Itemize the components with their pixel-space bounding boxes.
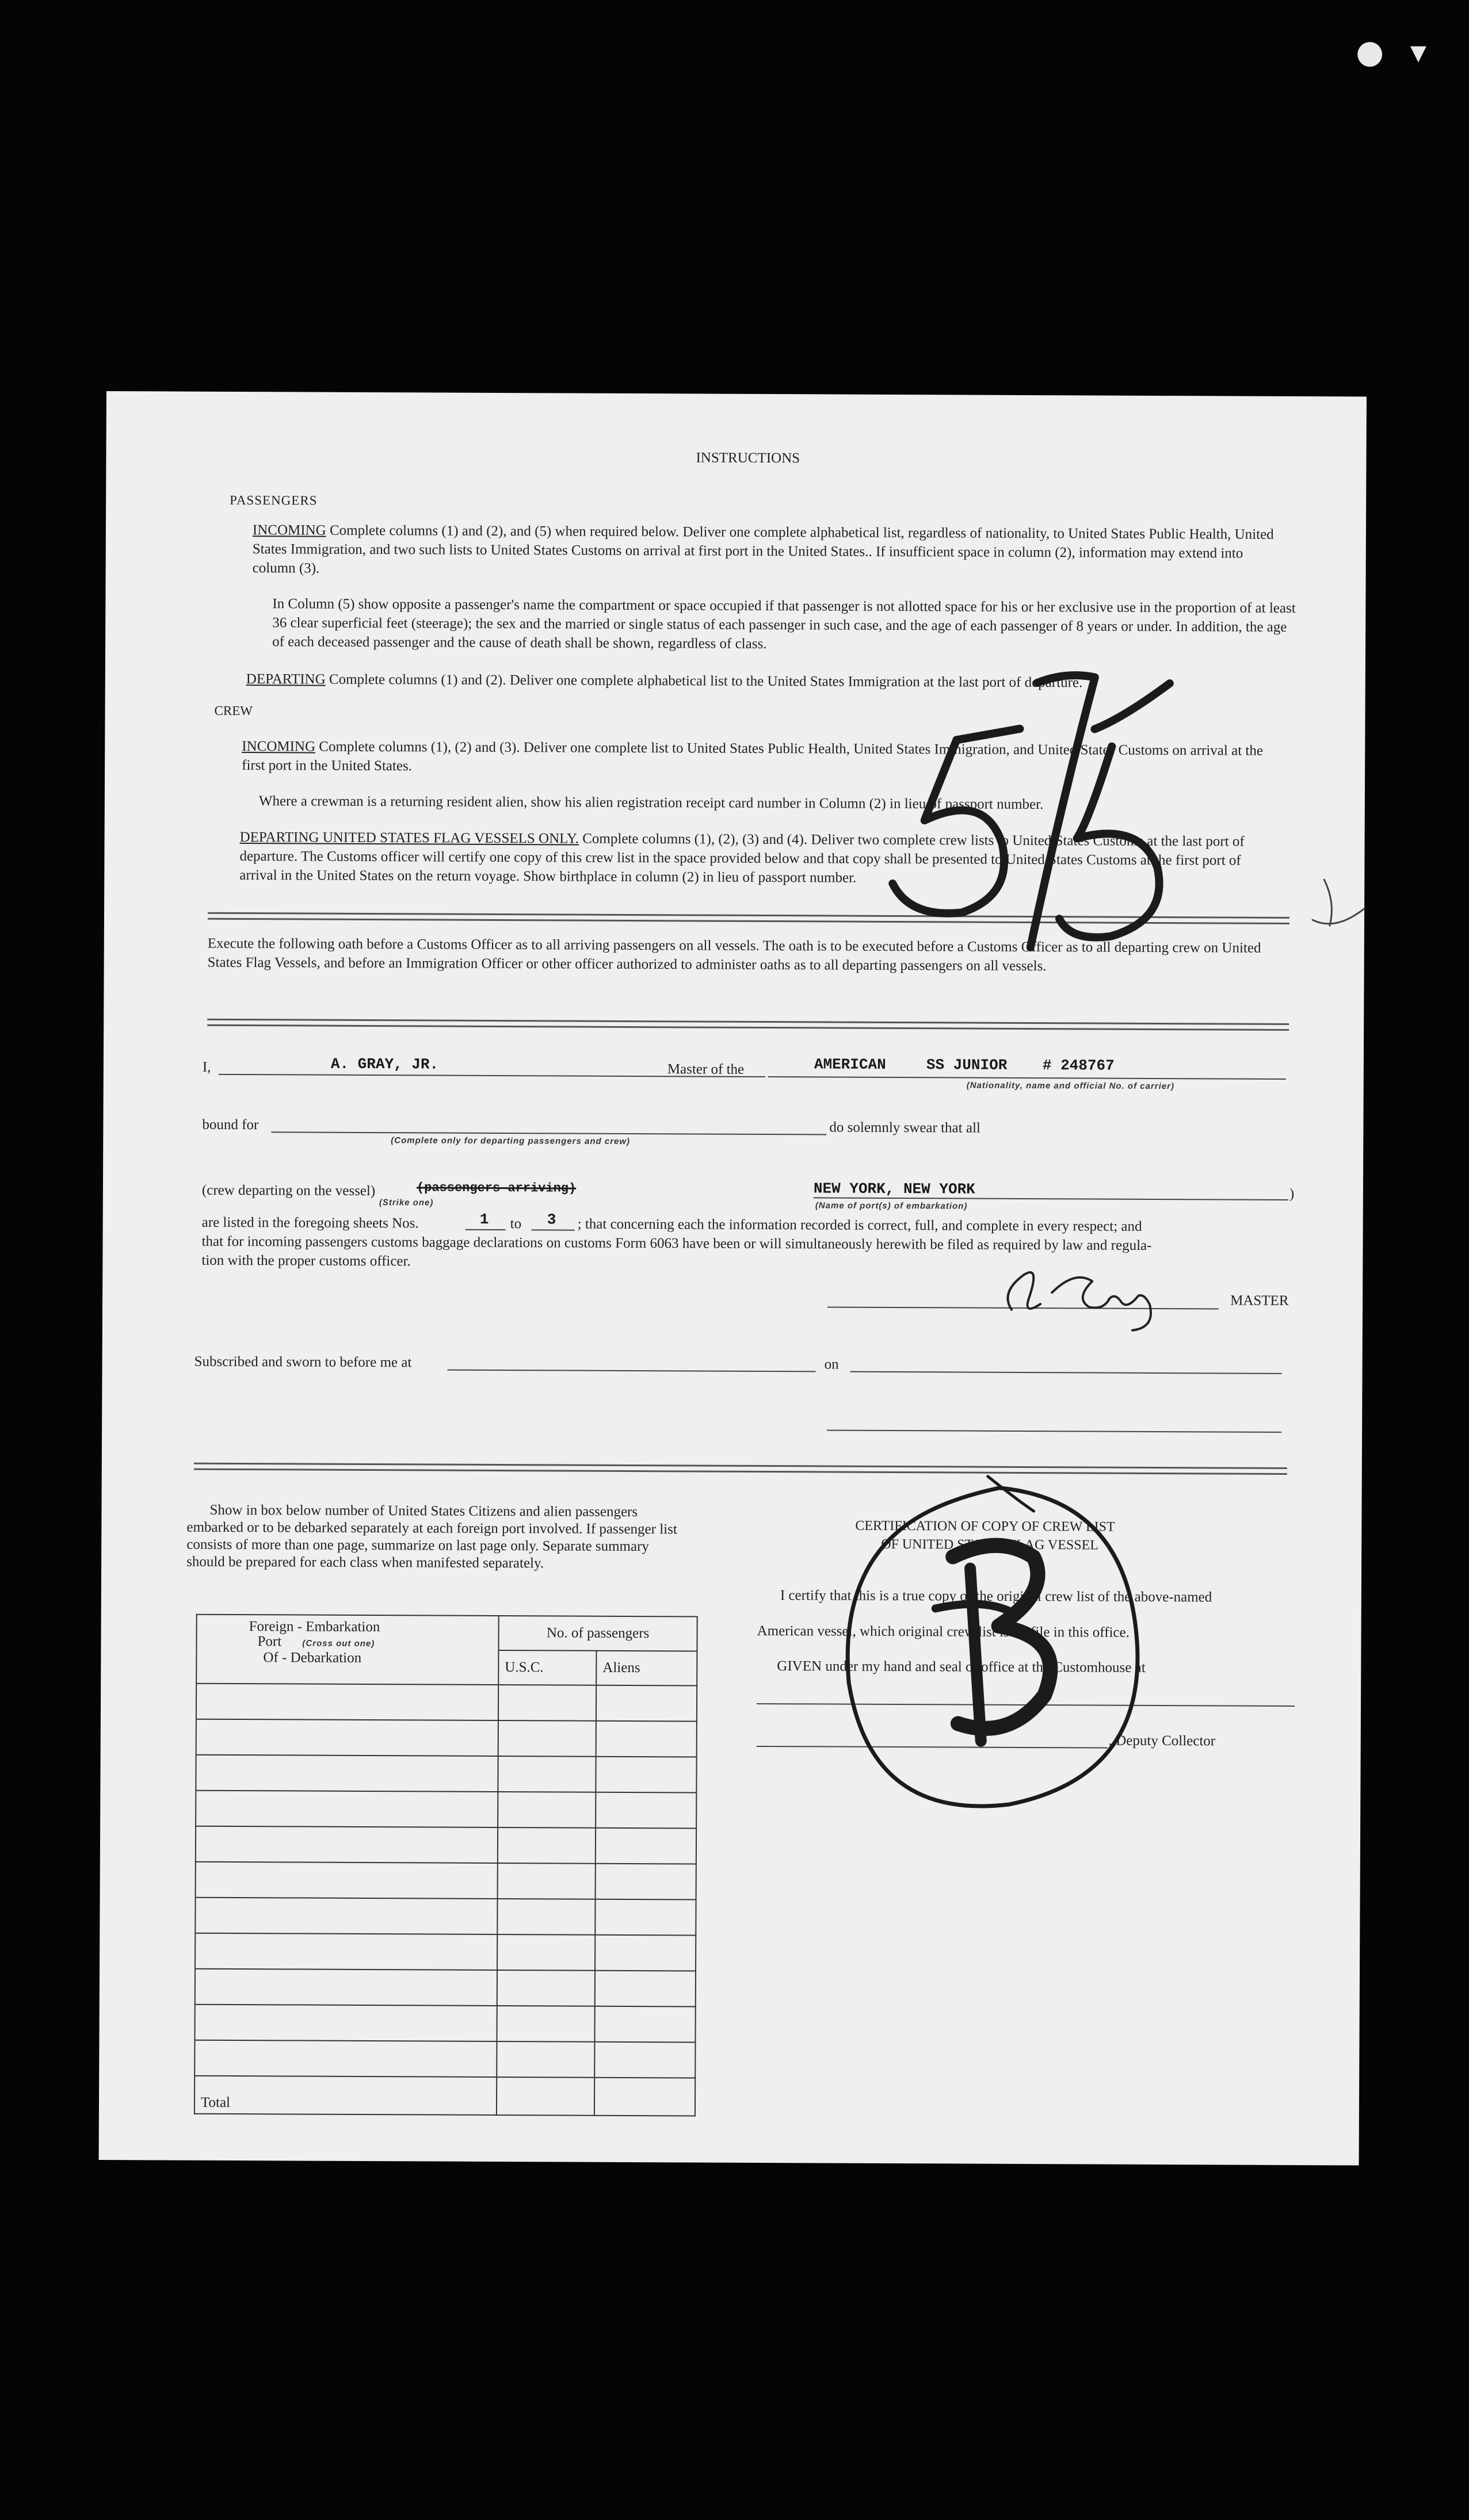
aliens-cell[interactable] xyxy=(596,1685,697,1722)
section-divider-2 xyxy=(207,1019,1289,1031)
master-name-value: A. GRAY, JR. xyxy=(330,1055,439,1073)
col-header-passengers: No. of passengers xyxy=(498,1616,697,1651)
aliens-cell[interactable] xyxy=(595,1935,696,1971)
passengers-column5-paragraph: In Column (5) show opposite a passenger's name the compartment or space occupied if that passenger is not allotted space for his or her exclusive use in the proportion of at least 36 clear superficial feet (steerage); the sex and the married or single status of each passenger in such case, and the age of each passenger of 8 years or under. In addition, the age of each deceased passenger and the cause of death shall be shown, regardless of class. xyxy=(272,596,1296,652)
corner-marks: ● ▾ xyxy=(1356,33,1434,71)
listed-line-2: that for incoming passengers customs baggage declarations on customs Form 6063 have been or will simultaneously herewith be filed as required by law and regula- xyxy=(201,1233,1152,1253)
aliens-cell[interactable] xyxy=(594,2006,695,2043)
col-header-usc: U.S.C. xyxy=(498,1650,596,1685)
port-cell[interactable] xyxy=(196,1862,498,1899)
col-port-line-3: Of - Debarkation xyxy=(263,1650,362,1666)
subscribed-place-field[interactable] xyxy=(448,1370,816,1372)
usc-cell[interactable] xyxy=(498,1792,596,1828)
listed-label: are listed in the foregoing sheets Nos. xyxy=(201,1214,419,1232)
close-paren: ) xyxy=(1289,1186,1295,1202)
table-row xyxy=(195,1933,696,1971)
crew-departing-label: DEPARTING UNITED STATES FLAG VESSELS ONLY. xyxy=(239,829,579,847)
port-cell[interactable] xyxy=(194,2005,497,2041)
summary-instructions: Show in box below number of United States Citizens and alien passengers embarked or to be debarked separately at each foreign port involved. If passenger list consists of more than one page, summarize on last page only. Separate summary should be prepared for each class when manifested separately. xyxy=(186,1502,677,1571)
sheet-from-value: 1 xyxy=(479,1210,489,1228)
aliens-cell[interactable] xyxy=(595,1899,696,1936)
aliens-cell[interactable] xyxy=(596,1757,696,1793)
margin-mark xyxy=(1301,868,1388,955)
port-cell[interactable] xyxy=(196,1826,498,1863)
col-port-caption: (Cross out one) xyxy=(302,1638,375,1649)
usc-cell[interactable] xyxy=(498,1827,596,1864)
port-cell[interactable] xyxy=(196,1791,498,1827)
certification-title-2: OF UNITED STATES FLAG VESSEL xyxy=(881,1536,1098,1553)
usc-cell[interactable] xyxy=(497,2006,594,2042)
table-row xyxy=(196,1791,696,1829)
swear-text: do solemnly swear that all xyxy=(829,1119,980,1136)
handwritten-sheet-number xyxy=(869,648,1193,994)
table-row xyxy=(196,1826,696,1864)
total-label: Total xyxy=(194,2076,497,2115)
port-cell[interactable] xyxy=(195,1898,497,1934)
to-label: to xyxy=(510,1216,522,1232)
sheet-to-field[interactable] xyxy=(532,1229,575,1230)
port-cell[interactable] xyxy=(196,1684,498,1720)
bound-for-field[interactable] xyxy=(271,1131,826,1135)
port-cell[interactable] xyxy=(195,1969,497,2006)
port-cell[interactable] xyxy=(195,1933,497,1970)
crew-incoming-text: Complete columns (1), (2) and (3). Deliver one complete list to United States Public Health, United States Immigration, and United States Customs on arrival at the first port in the United States. xyxy=(242,739,1264,774)
subscribed-label: Subscribed and sworn to before me at xyxy=(194,1353,412,1371)
port-cell[interactable] xyxy=(194,2040,497,2077)
col-header-port xyxy=(196,1615,499,1685)
table-row xyxy=(195,1898,696,1936)
usc-cell[interactable] xyxy=(498,1720,596,1757)
certification-text-2: American vessel, which original crew list is on file in this office. xyxy=(757,1623,1130,1641)
circled-mark xyxy=(825,1464,1161,1822)
certification-title-1: CERTIFICATION OF COPY OF CREW LIST xyxy=(855,1518,1115,1535)
subscribed-date-field[interactable] xyxy=(850,1371,1282,1374)
usc-cell[interactable] xyxy=(497,1934,595,1971)
crew-list-form-page xyxy=(99,391,1367,2166)
sheet-from-field[interactable] xyxy=(465,1229,506,1230)
strike-one-caption: (Strike one) xyxy=(379,1198,434,1208)
master-signature xyxy=(989,1258,1173,1333)
master-of-label: Master of the xyxy=(667,1061,745,1077)
on-label: on xyxy=(824,1356,839,1372)
crew-alien-paragraph: Where a crewman is a returning resident alien, show his alien registration receipt card number in Column (2) in lieu of passport number. xyxy=(258,793,1044,813)
col-port-port-word: Port xyxy=(257,1634,282,1650)
table-row xyxy=(196,1719,697,1757)
total-aliens-cell[interactable] xyxy=(594,2078,695,2116)
passenger-summary-table xyxy=(194,1614,698,2117)
total-usc-cell[interactable] xyxy=(497,2077,594,2116)
passengers-incoming-text: Complete columns (1) and (2), and (5) when required below. Deliver one complete alphabetical list, regardless of nationality, to United States Public Health, United States Immigration, and two such lists to United States Customs on arrival at first port in the United States.. If insufficient space in column (2), information may extend into column (3). xyxy=(252,522,1274,576)
usc-cell[interactable] xyxy=(497,1970,595,2006)
aliens-cell[interactable] xyxy=(596,1792,696,1829)
carrier-field[interactable] xyxy=(768,1076,1286,1080)
carrier-vessel-name-value: SS JUNIOR xyxy=(926,1056,1008,1074)
oath-i-label: I, xyxy=(202,1059,211,1075)
aliens-cell[interactable] xyxy=(596,1828,696,1864)
master-label: MASTER xyxy=(1230,1292,1289,1309)
port-embarkation-field[interactable] xyxy=(814,1197,1288,1200)
port-embarkation-caption: (Name of port(s) of embarkation) xyxy=(815,1200,968,1211)
bound-for-caption: (Complete only for departing passengers and crew) xyxy=(391,1135,631,1146)
sheet-to-value: 3 xyxy=(547,1211,556,1229)
deputy-collector-label: , Deputy Collector xyxy=(1108,1733,1216,1749)
aliens-cell[interactable] xyxy=(594,2042,695,2078)
oath-instructions: Execute the following oath before a Customs Officer as to all arriving passengers on all vessels. The oath is to be executed before a Customs Officer as to all departing crew on United States Flag Vessels, and before an Immigration Officer or other officer authorized to administer oaths as to all departing passengers on all vessels. xyxy=(207,935,1261,974)
crew-heading: CREW xyxy=(214,703,253,718)
crew-departing-label: (crew departing on the vessel) xyxy=(201,1182,376,1199)
struck-out-option: (passengers arriving) xyxy=(416,1180,577,1196)
passengers-departing-label: DEPARTING xyxy=(246,671,326,687)
passengers-departing-text: Complete columns (1) and (2). Deliver one complete alphabetical list to the United States Immigration at the last port of departure. xyxy=(329,671,1083,691)
crew-incoming-label: INCOMING xyxy=(242,739,316,755)
aliens-cell[interactable] xyxy=(596,1721,697,1757)
usc-cell[interactable] xyxy=(498,1863,596,1899)
listed-line-3: tion with the proper customs officer. xyxy=(201,1252,411,1269)
bound-for-label: bound for xyxy=(202,1116,259,1133)
table-row xyxy=(194,2005,695,2043)
table-row xyxy=(194,2040,695,2078)
aliens-cell[interactable] xyxy=(595,1971,696,2007)
usc-cell[interactable] xyxy=(497,2041,594,2078)
col-port-line-1: Foreign - Embarkation xyxy=(249,1619,380,1635)
official-signature-line[interactable] xyxy=(827,1429,1281,1432)
usc-cell[interactable] xyxy=(497,1899,595,1935)
table-row xyxy=(196,1862,696,1900)
total-row xyxy=(194,2076,695,2116)
port-embarkation-value: NEW YORK, NEW YORK xyxy=(813,1180,975,1198)
passengers-incoming-label: INCOMING xyxy=(252,522,326,538)
port-cell[interactable] xyxy=(196,1719,498,1756)
usc-cell[interactable] xyxy=(498,1756,596,1792)
table-row xyxy=(196,1755,696,1793)
crew-departing-text: Complete columns (1), (2), (3) and (4). Deliver two complete crew lists to United States Customs at the last port of departure. The Customs officer will certify one copy of this crew list in the space provided below and that copy shall be presented to United States Customs at the first port of arrival in the United States on the return voyage. Show birthplace in column (2) in lieu of passport number. xyxy=(239,831,1245,886)
listed-rest-text: ; that concerning each the information recorded is correct, full, and complete in every respect; and xyxy=(577,1216,1142,1234)
table-row xyxy=(196,1684,697,1722)
port-cell[interactable] xyxy=(196,1755,498,1792)
carrier-nationality-value: AMERICAN xyxy=(814,1056,886,1073)
page-title: INSTRUCTIONS xyxy=(696,450,800,466)
usc-cell[interactable] xyxy=(498,1685,596,1721)
carrier-caption: (Nationality, name and official No. of carrier) xyxy=(966,1080,1175,1092)
table-row xyxy=(195,1969,696,2007)
carrier-official-number-value: # 248767 xyxy=(1042,1057,1115,1074)
aliens-cell[interactable] xyxy=(596,1864,696,1900)
given-text: GIVEN under my hand and seal of office at the Customhouse at xyxy=(777,1658,1146,1676)
passengers-heading: PASSENGERS xyxy=(230,492,318,508)
certification-text-1: I certify that this is a true copy of the original crew list of the above-named xyxy=(780,1588,1212,1605)
col-header-aliens: Aliens xyxy=(596,1651,697,1686)
passengers-incoming-paragraph xyxy=(253,521,1288,582)
col-port-line-2 xyxy=(203,1635,492,1651)
